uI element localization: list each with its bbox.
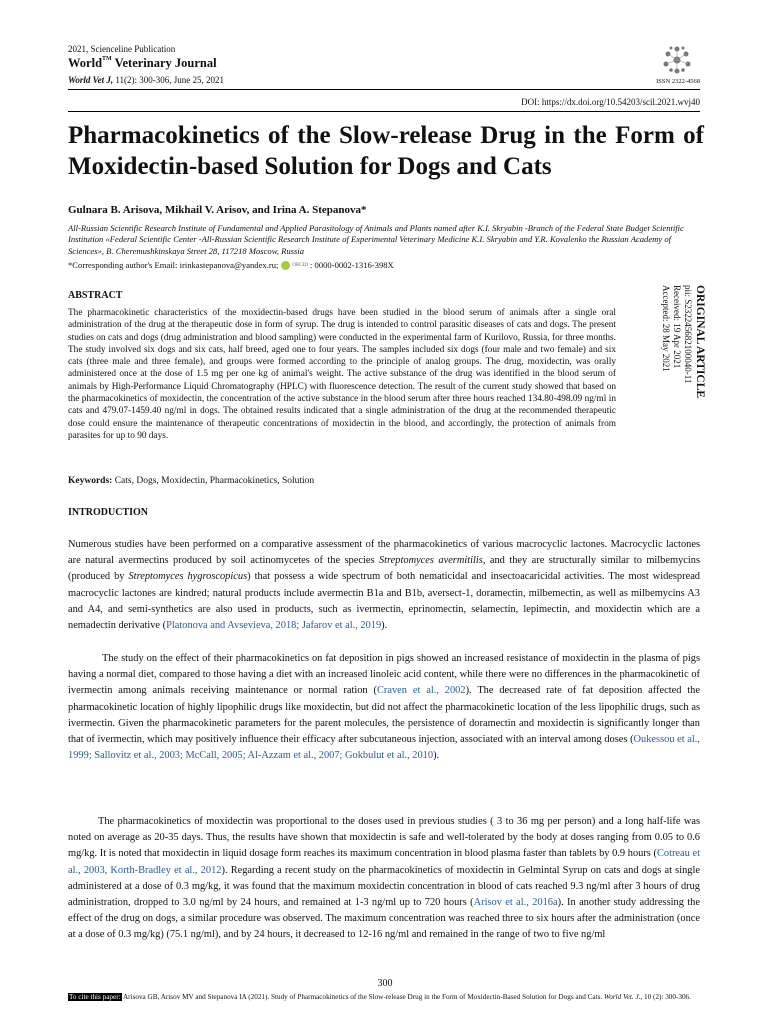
citation-link[interactable]: Cotreau et al., 2003, Korth-Bradley et al., 2012	[68, 848, 700, 876]
article-title: Pharmacokinetics of the Slow-release Drug in the Form of Moxidectin-based Solution for Dogs and Cats	[68, 122, 704, 180]
corresponding-email[interactable]: *Corresponding author's Email: irinkastepanova@yandex.ru;	[68, 260, 279, 270]
introduction-heading: INTRODUCTION	[68, 507, 149, 518]
corresponding-author	[68, 260, 394, 270]
header-divider	[68, 89, 700, 90]
journal-name: World™ Veterinary Journal	[68, 56, 217, 70]
citation-footer: To cite this paper: Arisova GB, Arisov MV and Stepanova IA (2021). Study of Pharmacokinetics of the Slow-release Drug in the Form of Moxidectin-Based Solution for Dogs and Cats. World Vet. J., 10 (2): 300-306.	[69, 993, 691, 1001]
citation-link[interactable]: Craven et al., 2002	[376, 685, 466, 697]
orcid-id[interactable]: : 0000-0002-1316-398X	[309, 260, 394, 270]
accepted-date: Accepted: 28 May 2021	[661, 285, 671, 372]
article-type: ORIGINAL ARTICLE	[694, 285, 706, 399]
doi-link[interactable]: DOI: https://dx.doi.org/10.54203/scil.2021.wvj40	[521, 97, 700, 107]
author-list: Gulnara B. Arisova, Mikhail V. Arisov, and Irina A. Stepanova*	[68, 204, 367, 216]
orcid-label: ORCID	[292, 262, 308, 268]
issn: ISSN 2322-4568	[656, 78, 700, 85]
page-number: 300	[377, 978, 393, 989]
cite-label: To cite this paper:	[69, 993, 121, 1001]
publisher-line: 2021, Scienceline Publication	[68, 44, 176, 54]
journal-logo-icon	[654, 42, 700, 78]
intro-paragraph-1: Numerous studies have been performed on a comparative assessment of the pharmacokinetics of various macrocyclic lactones. Macrocyclic lactones are natural avermectins produced by soil actinomycetes of the species Streptomyces avermitilis, and they are structurally similar to milbemycins (produced by Streptomyces hygroscopicus) that possess a wide spectrum of both nematicidal and insectoacaricidal activities. The most widespread macrocyclic lactones are kindred; natural products include avermectin B1a and B1b, aversect-1, doramectin, milbemectin, as well as milbemycins A3 and A4, and semi-synthetics are also used in products, such as ivermectin, eprinomectin, selamectin, lepimectin, and moxidectin which are a nemadectin derivative (Platonova and Avsevieva, 2018; Jafarov et al., 2019).	[68, 539, 701, 632]
citation-link[interactable]: Oukessou et al., 1999; Sallovitz et al., 2003; McCall, 2005; Al-Azzam et al., 2007; Gokbulut et al., 2010	[68, 734, 700, 762]
intro-paragraph-3: The pharmacokinetics of moxidectin was proportional to the doses used in previous studies ( 3 to 36 mg per person) and a long half-life was noted on average as 20-35 days. Thus, the results have shown that moxidectin is safe and well-tolerated by the body at doses ranging from 0.05 to 0.6 mg/kg. It is noted that moxidectin in liquid dosage form reaches its maximum concentration in blood plasma faster than tablets by 0.9 hours (Cotreau et al., 2003, Korth-Bradley et al., 2012). Regarding a recent study on the pharmacokinetics of moxidectin in Gelmintal Syrup on cats and dogs at single administered at a dose of 0.3 mg/kg, it was found that the maximum moxidectin concentration in blood of cats reached 9.3 ng/ml after 3 hours of drug administration, dropped to 3.0 ng/ml by 24 hours, and remained at 1-3 ng/ml up to 720 hours (Arisov et al., 2016a). In another study addressing the effect of the drug on dogs, a similar procedure was observed. The maximum concentration was reached three to six hours after the administration (once at a dose of 0.3 mg/kg) (75.1 ng/ml), and by 24 hours, it decreased to 12-16 ng/ml and remained in the range of two to five ng/ml	[68, 816, 700, 941]
citation-link[interactable]: Arisov et al., 2016a	[473, 897, 558, 909]
journal-citation: World Vet J, 11(2): 300-306, June 25, 2021	[68, 75, 224, 85]
doi-divider	[68, 111, 700, 112]
received-date: Received: 19 Apr 2021	[672, 285, 682, 369]
abstract-heading: ABSTRACT	[68, 290, 123, 301]
abstract-text: The pharmacokinetic characteristics of the moxidectin-based drugs have been studied in the blood serum of animals after a single oral administration of the drug at the therapeutic dose in form of syrup. The drug is intended to control parasitic diseases of cats and dogs. The present studies on cats and dogs (drug administration and blood sampling) were conducted in the experimental farm of Kurilovo, Russia, for three months. The study involved six dogs and six cats, half breed, aged one to four years. The samples included six dogs (four male and two female) and six cats (three male and three female), and groups were formed according to the principle of analog groups. The drug, moxidectin, was orally administered once at the dose of 1.5 mg per one kg of animal's weight. The active substance of the drug was identified in the blood serum of animals by High-Performance Liquid Chromatography (HPLC) with fluorescence detection. The result of the current study showed that based on the pharmacokinetics of moxidectin, the concentration of the active substance in the blood serum after three hours reached 134.80-498.09 ng/ml in cats and 479.07-1459.40 ng/ml in dogs. The obtained results indicated that a single administration of the drug at the recommended therapeutic dose could ensure the maintenance of therapeutic concentrations of moxidectin in the blood, and accordingly, the protection of animals from parasites for up to 90 days.	[68, 308, 616, 441]
article-side-info	[639, 285, 707, 455]
orcid-icon[interactable]	[281, 261, 290, 270]
intro-paragraph-2: The study on the effect of their pharmacokinetics on fat deposition in pigs showed an increased resistance of moxidectin in the plasma of pigs having a normal diet, compared to those having a diet with an increased linoleic acid content, while there were no differences in the pharmacokinetic of ivermectin among animals receiving maintenance or normal ration (Craven et al., 2002). The decreased rate of fat deposition affected the pharmacokinetic location of highly lipophilic drugs like moxidectin, but did not affect the pharmacokinetic location of the less lipophilic drugs, such as ivermectin. Given the pharmacokinetic parameters for the parent molecules, the persistence of doramectin and moxidectin is significantly longer than that of ivermectin, which may positively influence their efficacy after subcutaneous injection, associated with an interval among doses (Oukessou et al., 1999; Sallovitz et al., 2003; McCall, 2005; Al-Azzam et al., 2007; Gokbulut et al., 2010).	[68, 653, 700, 762]
keywords: Keywords: Cats, Dogs, Moxidectin, Pharmacokinetics, Solution	[68, 476, 315, 486]
affiliation: All-Russian Scientific Research Institute of Fundamental and Applied Parasitology of Animals and Plants named after K.I. Skryabin -Branch of the Federal State Budget Scientific Institution «Federal Scientific Center -All-Russian Scientific Research Institute of Experimental Veterinary Medicine K.I. Skryabin and Y.R. Kovalenko the Russian Academy of Sciences», B. Cheremushkinskaya Street 28, 117218 Moscow, Russia	[68, 223, 684, 256]
article-pii: pii: S232245682100040-11	[683, 285, 693, 384]
citation-link[interactable]: Platonova and Avsevieva, 2018; Jafarov et al., 2019	[166, 620, 382, 632]
